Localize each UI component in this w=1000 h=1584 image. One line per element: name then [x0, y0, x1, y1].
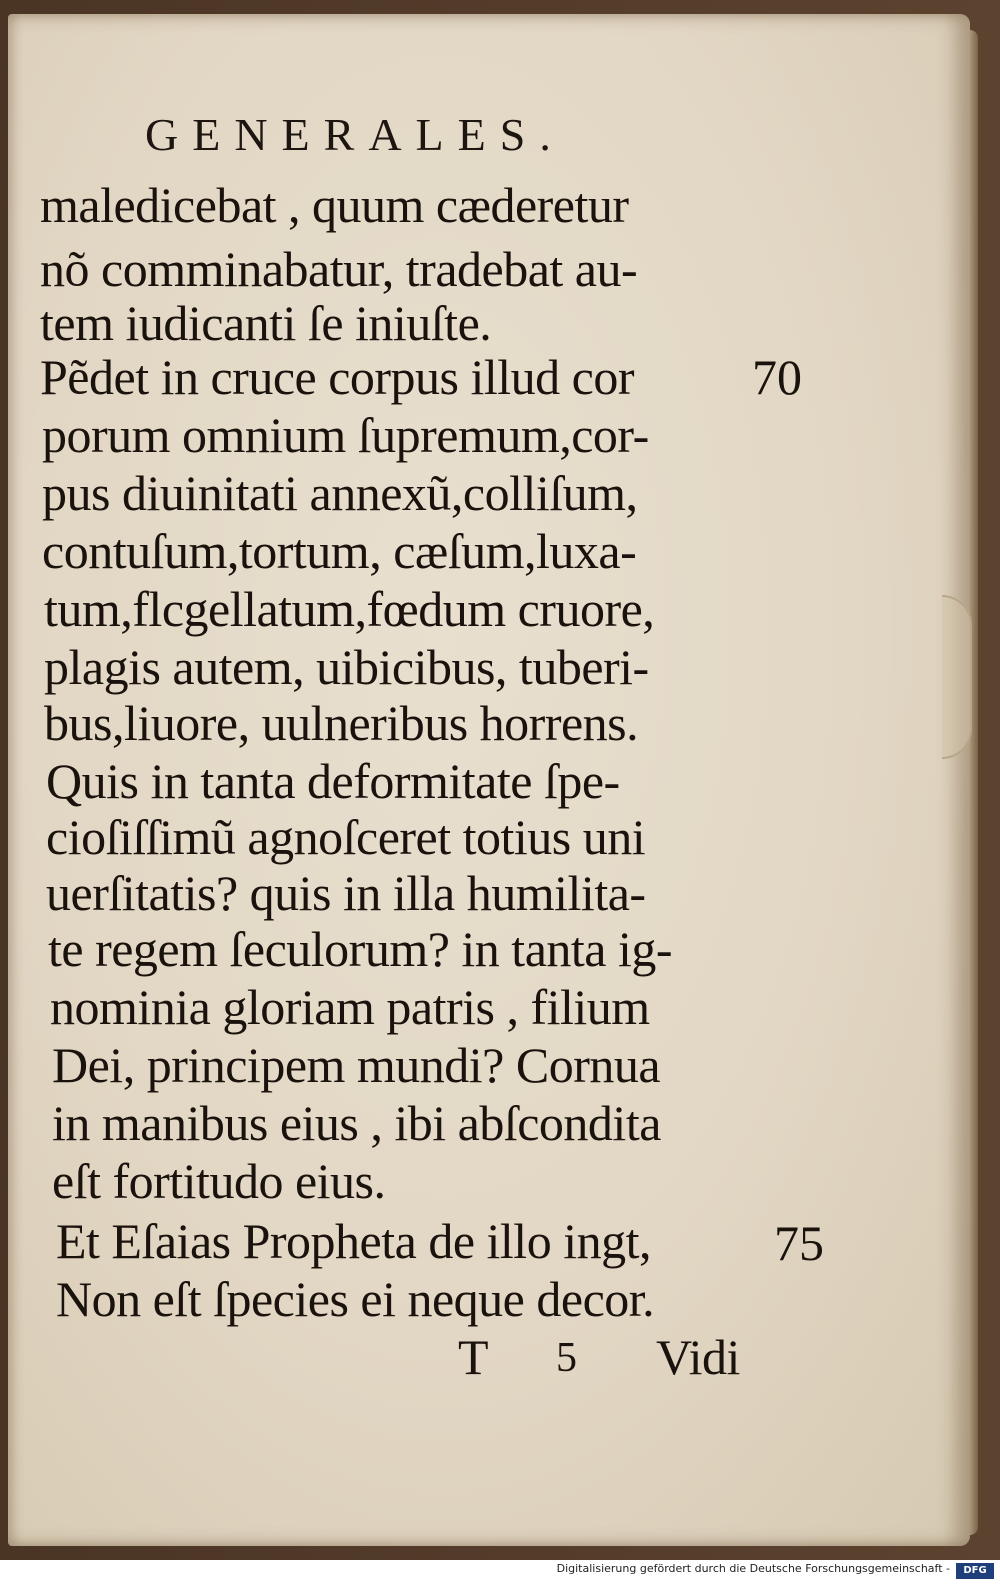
text-line: bus,liuore, uulneribus horrens. — [44, 695, 639, 751]
signature-mark: T — [458, 1329, 489, 1385]
running-head: GENERALES. — [145, 109, 565, 160]
text-line: te regem ſeculorum? in tanta ig- — [48, 921, 673, 977]
text-line: eſt fortitudo eius. — [52, 1153, 386, 1209]
text-line: uerſitatis? quis in illa humilita- — [46, 865, 646, 921]
text-line: pus diuinitati annexũ,colliſum, — [42, 465, 638, 521]
text-line: Et Eſaias Propheta de illo ingt, — [56, 1213, 651, 1269]
text-line: Quis in tanta deformitate ſpe- — [46, 753, 620, 809]
text-line: nõ comminabatur, tradebat au- — [40, 241, 638, 297]
text-line: cioſiſſimũ agnoſceret totius uni — [46, 809, 646, 865]
dfg-logo: DFG — [956, 1563, 994, 1579]
text-line: porum omnium ſupremum,cor- — [42, 407, 649, 463]
margin-number: 70 — [752, 349, 802, 405]
text-line: tum,flcgellatum,fœdum cruore, — [44, 581, 655, 637]
text-line: tem iudicanti ſe iniuſte. — [40, 295, 492, 351]
text-line: nominia gloriam patris , filium — [50, 979, 650, 1035]
text-line: Non eſt ſpecies ei neque decor. — [56, 1271, 655, 1327]
text-line: in manibus eius , ibi abſcondita — [52, 1095, 661, 1151]
page-tab — [942, 595, 972, 759]
text-line: Pẽdet in cruce corpus illud cor — [40, 349, 635, 405]
text-line: plagis autem, uibicibus, tuberi- — [44, 639, 649, 695]
signature-number: 5 — [556, 1335, 577, 1381]
catchword: Vidi — [656, 1329, 740, 1385]
funding-credit: Digitalisierung gefördert durch die Deutsche Forschungsgemeinschaft - — [556, 1562, 950, 1575]
footer-bar — [0, 1560, 1000, 1584]
margin-number: 75 — [774, 1215, 824, 1271]
text-line: Dei, principem mundi? Cornua — [52, 1037, 661, 1093]
text-line: maledicebat , quum cæderetur — [40, 177, 629, 233]
text-line: contuſum,tortum, cæſum,luxa- — [42, 523, 637, 579]
